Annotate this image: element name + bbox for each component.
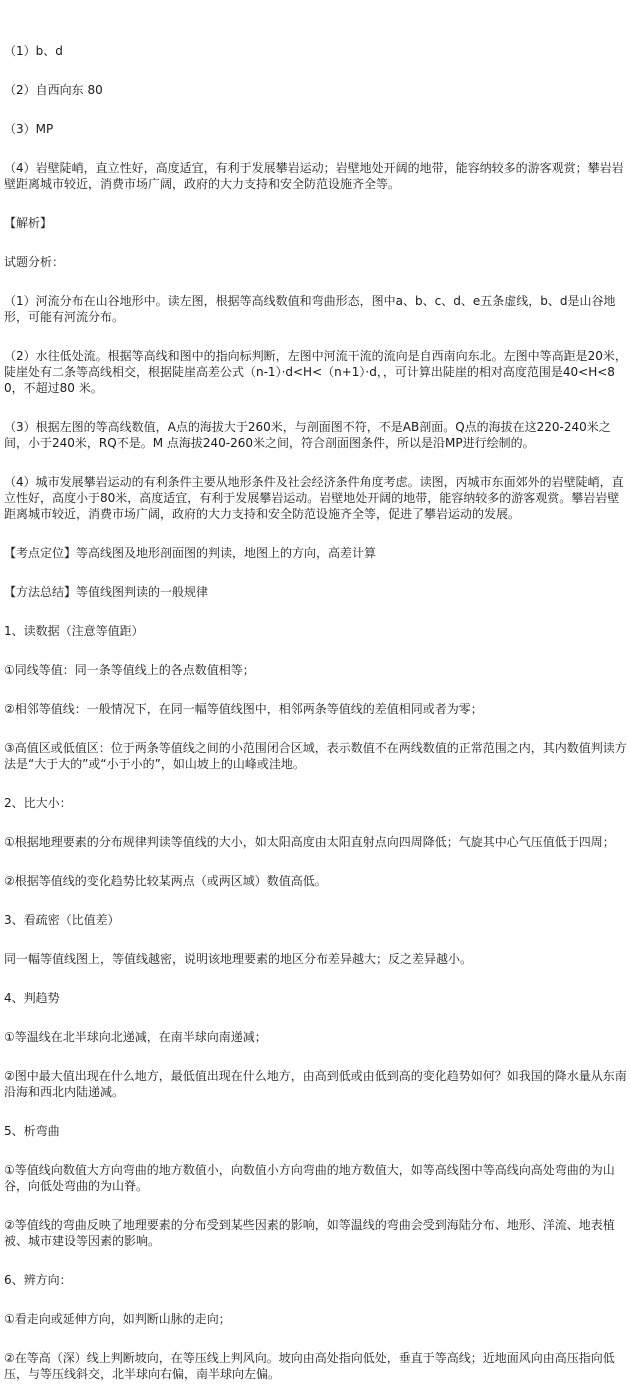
rule-3-heading: 3、看疏密（比值差） [4, 913, 120, 927]
rule-5-item-2: ②等值线的弯曲反映了地理要素的分布受到某些因素的影响，如等温线的弯曲会受到海陆分布、地形、洋流、地表植被、城市建设等因素的影响。 [4, 1218, 615, 1248]
rule-2-item-2: ②根据等值线的变化趋势比较某两点（或两区域）数值高低。 [4, 874, 327, 888]
kaodian-line: 【考点定位】等高线图及地形剖面图的判读，地图上的方向，高差计算 [4, 546, 377, 560]
rule-5-item-1: ①等值线向数值大方向弯曲的地方数值小，向数值小方向弯曲的地方数值大，如等高线图中等高线向高处弯曲的为山谷，向低处弯曲的为山脊。 [4, 1163, 615, 1193]
method-summary-heading: 【方法总结】等值线图判读的一般规律 [4, 585, 209, 599]
rule-4-item-1: ①等温线在北半球向北递减，在南半球向南递减； [4, 1030, 267, 1044]
rule-2-item-1: ①根据地理要素的分布规律判读等值线的大小，如太阳高度由太阳直射点向四周降低；气旋其中心气压值低于四周； [4, 835, 615, 849]
answer-3: （3）MP [4, 122, 54, 136]
analysis-paragraph-1: （1）河流分布在山谷地形中。读左图，根据等高线数值和弯曲形态，图中a、b、c、d、e五条虚线，b、d是山谷地形，可能有河流分布。 [4, 294, 616, 324]
rule-3-item-1: 同一幅等值线图上，等值线越密，说明该地理要素的地区分布差异越大；反之差异越小。 [4, 952, 473, 966]
analysis-paragraph-2: （2）水往低处流。根据等高线和图中的指向标判断，左图中河流干流的流向是自西南向东北。左图中等高距是20米，陡崖处有二条等高线相交，根据陡崖高差公式（n-1）·d<H<（n+1）·d，，可计算出陡崖的相对高度范围是40<H<80，不超过80 米。 [4, 349, 627, 395]
rule-2-heading: 2、比大小： [4, 796, 72, 810]
document-body [4, 0, 628, 1382]
answer-1: （1）b、d [4, 44, 63, 58]
analysis-intro: 试题分析： [4, 255, 65, 269]
analysis-paragraph-4: （4）城市发展攀岩运动的有利条件主要从地形条件及社会经济条件角度考虑。读图，丙城市东面郊外的岩壁陡峭，直立性好，高度小于80米，高度适宜，有利于发展攀岩运动。岩壁地处开阔的地带，能容纳较多的游客观赏。攀岩岩壁距离城市较近，消费市场广阔，政府的大力支持和安全防范设施齐全等，促进了攀岩运动的发展。 [4, 475, 624, 521]
rule-1-item-2: ②相邻等值线：一般情况下，在同一幅等值线图中，相邻两条等值线的差值相同或者为零； [4, 702, 483, 716]
rule-6-item-2: ②在等高（深）线上判断坡向，在等压线上判风向。坡向由高处指向低处，垂直于等高线；近地面风向由高压指向低压，与等压线斜交，北半球向右偏，南半球向左偏。 [4, 1351, 615, 1381]
answer-4: （4）岩壁陡峭，直立性好，高度适宜，有利于发展攀岩运动；岩壁地处开阔的地带，能容纳较多的游客观赏；攀岩岩壁距离城市较近，消费市场广阔，政府的大力支持和安全防范设施齐全等。 [4, 161, 624, 191]
analysis-paragraph-3: （3）根据左图的等高线数值，A点的海拔大于260米，与剖面图不符，不是AB剖面。Q点的海拔在这220-240米之间，小于240米，RQ不是。M 点海拔240-260米之间，符合剖面图条件，所以是沿MP进行绘制的。 [4, 420, 611, 450]
rule-1-heading: 1、读数据（注意等值距） [4, 624, 144, 638]
rule-1-item-3: ③高值区或低值区：位于两条等值线之间的小范围闭合区域，表示数值不在两线数值的正常范围之内，其内数值判读方法是“大于大的”或“小于小的”，如山坡上的山峰或洼地。 [4, 741, 627, 771]
analysis-heading: 【解析】 [4, 216, 53, 230]
answer-2: （2）自西向东 80 [4, 83, 103, 97]
rule-6-heading: 6、辨方向： [4, 1273, 72, 1287]
rule-4-item-2: ②图中最大值出现在什么地方，最低值出现在什么地方，由高到低或由低到高的变化趋势如何？如我国的降水量从东南沿海和西北内陆递减。 [4, 1069, 627, 1099]
rule-1-item-1: ①同线等值：同一条等值线上的各点数值相等； [4, 663, 255, 677]
rule-5-heading: 5、析弯曲 [4, 1124, 60, 1138]
rule-4-heading: 4、判趋势 [4, 991, 60, 1005]
rule-6-item-1: ①看走向或延伸方向，如判断山脉的走向； [4, 1312, 231, 1326]
